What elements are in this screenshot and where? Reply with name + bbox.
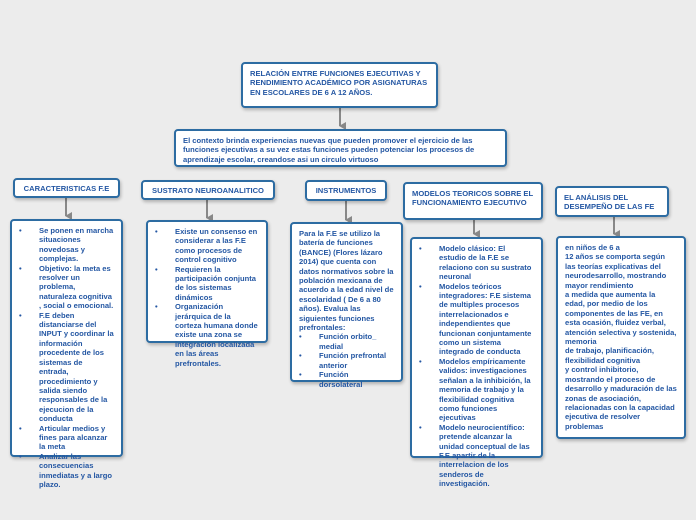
branch-label-modelos[interactable]	[403, 182, 543, 220]
bullet-glyph: •	[419, 244, 422, 253]
list-item-text: Articular medios y fines para alcanzar la meta	[39, 423, 108, 452]
branch-body-analisis[interactable]	[556, 236, 686, 439]
branch-body-instrumentos[interactable]	[290, 222, 403, 389]
bullet-glyph: •	[19, 310, 22, 320]
branch-body-caracteristicas[interactable]	[10, 219, 123, 489]
bullet-glyph: •	[419, 356, 422, 366]
bullet-glyph: •	[419, 422, 422, 432]
list-item	[19, 264, 114, 311]
list-item	[299, 370, 394, 389]
bullet-glyph: •	[19, 451, 22, 461]
list-item-text: Organización jerárquica de la corteza humana donde existe una zona se integración localizada en las áreas prefrontales.	[175, 302, 258, 368]
list-item	[419, 357, 534, 423]
list-item	[419, 244, 534, 282]
branch-label-caracteristicas[interactable]	[13, 178, 120, 198]
list-item	[299, 332, 394, 351]
list-item-text: Existe un consenso en considerar a las F.E como procesos de control cognitivo	[175, 227, 258, 265]
list-item	[419, 282, 534, 357]
bullet-glyph: •	[19, 263, 22, 273]
list-item-text: Función dorsolateral	[319, 370, 363, 389]
list-item	[155, 302, 259, 368]
list-item	[299, 351, 394, 370]
list-item	[19, 311, 114, 424]
branch-label-text: EL ANÁLISIS DEL DESEMPEÑO DE LAS FE	[564, 193, 655, 212]
branch-label-text: MODELOS TEORICOS SOBRE EL FUNCIONAMIENTO EJECUTIVO	[412, 189, 533, 208]
bullet-glyph: •	[155, 302, 158, 312]
branch-label-analisis[interactable]	[555, 186, 669, 217]
context-text: El contexto brinda experiencias nuevas que pueden promover el ejercicio de las funciones ejecutivas a su vez estas funciones pueden potenciar los procesos de aprendizaje escolar, creandose asi un circulo virtuoso	[183, 136, 475, 164]
list-item	[19, 424, 114, 452]
list-item	[19, 452, 114, 490]
branch-body-modelos[interactable]	[410, 237, 543, 489]
list-item-text: Objetivo: la meta es resolver un problema, naturaleza cognitiva , social o emocional.	[39, 263, 114, 311]
list-item	[419, 423, 534, 489]
list-item-text: F.E deben distanciarse del INPUT y coordinar la información procedente de los sistemas de entrada, procedimiento y salida siendo responsables de la ejecucion de la conducta	[39, 310, 114, 424]
bullet-glyph: •	[155, 227, 158, 236]
branch-label-text: CARACTERISTICAS F.E	[23, 184, 110, 193]
bullet-glyph: •	[299, 332, 302, 342]
list-item-text: Función orbito_ medial	[319, 332, 377, 351]
branch-label-text: INSTRUMENTOS	[315, 186, 377, 195]
main-title-text: RELACIÓN ENTRE FUNCIONES EJECUTIVAS Y RENDIMIENTO ACADÉMICO POR ASIGNATURAS EN ESCOLARES DE 6 A 12 AÑOS.	[250, 69, 428, 97]
list-item-text: Función prefrontal anterior	[319, 351, 387, 370]
main-title-node[interactable]	[241, 62, 438, 108]
bullet-glyph: •	[299, 370, 302, 380]
list-item-text: Se ponen en marcha situaciones novedosas y complejas.	[39, 226, 114, 264]
bullet-glyph: •	[155, 264, 158, 274]
analisis-text: en niños de 6 a 12 años se comporta según las teorías explicativas del neurodesarrollo, mostrando mayor rendimiento a medida que aumenta la edad, por medio de los componentes de las FE, en esta ocasión, fluidez verbal, atención selectiva y sostenida, memoria de trabajo, planificación, flexibilidad cognitiva y control inhibitorio, mostrando el proceso de desarrollo y maduración de las zonas de asociación, relacionadas con la capacidad ejecutiva de resolver problemas	[565, 243, 677, 431]
list-item-text: Modelos teóricos integradores: F.E sistema de multiples procesos interrelacionados e independientes que funcionan conjuntamente como un sistema integrado de conducta	[439, 281, 532, 357]
bullet-glyph: •	[419, 281, 422, 291]
instrumentos-intro: Para la F.E se utilizo la batería de funciones (BANCE) (Flores lázaro 2014) que cuenta con datos normativos sobre la población mexicana de acuerdo a la edad nivel de escolaridad ( De 6 a 80 años). Evalua las siguientes funciones prefrontales:	[299, 229, 394, 333]
list-item	[155, 265, 259, 303]
list-item-text: Modelo clásico: El estudio de la F.E se relaciono con su sustrato neuronal	[439, 244, 532, 282]
list-item-text: Analizar las consecuencias inmediatas y a largo plazo.	[39, 451, 113, 489]
list-item-text: Requieren la participación conjunta de los sistemas dinámicos	[175, 264, 257, 302]
list-item	[19, 226, 114, 264]
branch-label-sustrato[interactable]	[141, 180, 275, 200]
context-node[interactable]	[174, 129, 507, 167]
branch-body-sustrato[interactable]	[146, 220, 268, 368]
bullet-glyph: •	[299, 351, 302, 361]
list-item	[155, 227, 259, 265]
branch-label-text: SUSTRATO NEUROANALITICO	[152, 186, 264, 195]
bullet-glyph: •	[19, 423, 22, 433]
list-item-text: Modelos empíricamente validos: investigaciones señalan a la inhibición, la memoria de trabajo y la flexibilidad cognitiva como funciones ejecutivas	[439, 356, 531, 423]
branch-label-instrumentos[interactable]	[305, 180, 387, 201]
list-item-text: Modelo neurocientífico: pretende alcanzar la unidad conceptual de las F.E apartir de la interrelacion de los senderos de investigación.	[439, 422, 530, 489]
bullet-glyph: •	[19, 226, 22, 235]
